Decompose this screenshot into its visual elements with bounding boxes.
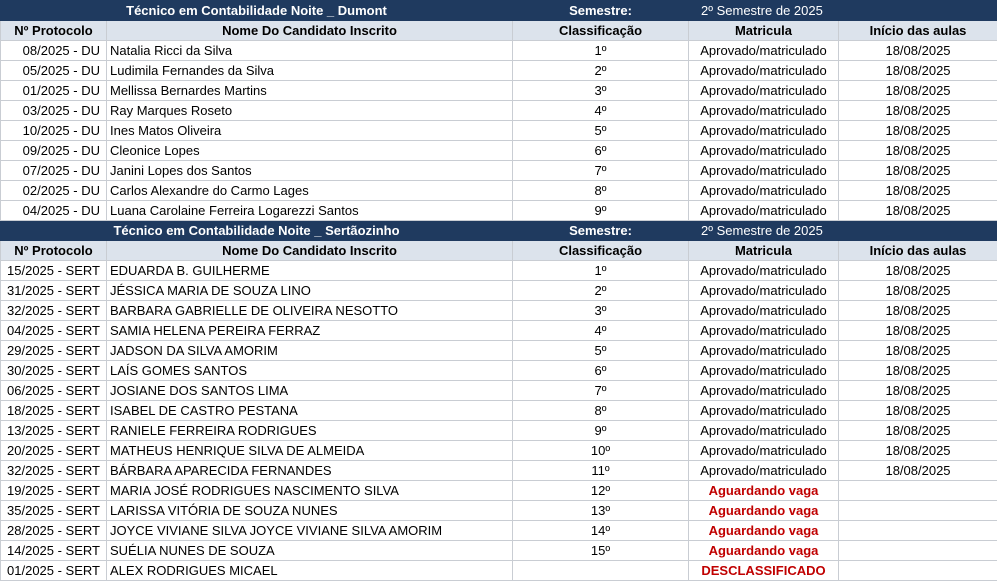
candidate-name-cell: MARIA JOSÉ RODRIGUES NASCIMENTO SILVA [107, 481, 513, 501]
candidate-name-cell: JÉSSICA MARIA DE SOUZA LINO [107, 281, 513, 301]
table-row [1, 441, 997, 461]
classification-cell [513, 561, 689, 581]
classification-cell: 15º [513, 541, 689, 561]
semester-value: 2º Semestre de 2025 [689, 1, 997, 21]
candidate-name-cell: JOYCE VIVIANE SILVA JOYCE VIVIANE SILVA AMORIM [107, 521, 513, 541]
semester-label: Semestre: [513, 1, 689, 21]
class-start-cell: 18/08/2025 [839, 381, 997, 401]
classification-cell: 11º [513, 461, 689, 481]
class-start-cell: 18/08/2025 [839, 421, 997, 441]
classification-cell: 13º [513, 501, 689, 521]
class-start-cell: 18/08/2025 [839, 41, 997, 61]
table-row [1, 121, 997, 141]
protocol-cell: 09/2025 - DU [1, 141, 107, 161]
candidate-name-cell: SAMIA HELENA PEREIRA FERRAZ [107, 321, 513, 341]
table-row [1, 421, 997, 441]
table-row [1, 261, 997, 281]
protocol-cell: 20/2025 - SERT [1, 441, 107, 461]
table-row [1, 321, 997, 341]
sheet-body [1, 1, 997, 581]
candidate-name-cell: Ludimila Fernandes da Silva [107, 61, 513, 81]
table-row [1, 521, 997, 541]
classification-cell: 9º [513, 201, 689, 221]
table-row [1, 401, 997, 421]
class-start-cell: 18/08/2025 [839, 101, 997, 121]
protocol-cell: 28/2025 - SERT [1, 521, 107, 541]
enrollment-status-cell: Aprovado/matriculado [689, 381, 839, 401]
protocol-cell: 14/2025 - SERT [1, 541, 107, 561]
enrollment-status-cell: Aguardando vaga [689, 541, 839, 561]
protocol-cell: 32/2025 - SERT [1, 301, 107, 321]
candidate-name-cell: MATHEUS HENRIQUE SILVA DE ALMEIDA [107, 441, 513, 461]
candidate-name-cell: SUÉLIA NUNES DE SOUZA [107, 541, 513, 561]
table-row [1, 381, 997, 401]
table-row [1, 341, 997, 361]
protocol-cell: 08/2025 - DU [1, 41, 107, 61]
class-start-cell: 18/08/2025 [839, 141, 997, 161]
class-start-cell: 18/08/2025 [839, 201, 997, 221]
table-row [1, 361, 997, 381]
enrollment-status-cell: Aprovado/matriculado [689, 261, 839, 281]
classification-cell: 8º [513, 181, 689, 201]
enrollment-status-cell: Aprovado/matriculado [689, 141, 839, 161]
header-classificacao: Classificação [513, 241, 689, 261]
candidate-name-cell: BARBARA GABRIELLE DE OLIVEIRA NESOTTO [107, 301, 513, 321]
protocol-cell: 32/2025 - SERT [1, 461, 107, 481]
column-header-row [1, 241, 997, 261]
enrollment-status-cell: Aprovado/matriculado [689, 301, 839, 321]
protocol-cell: 15/2025 - SERT [1, 261, 107, 281]
candidate-name-cell: Carlos Alexandre do Carmo Lages [107, 181, 513, 201]
candidate-name-cell: LARISSA VITÓRIA DE SOUZA NUNES [107, 501, 513, 521]
enrollment-status-cell: Aguardando vaga [689, 521, 839, 541]
header-inicio-aulas: Início das aulas [839, 241, 997, 261]
table-row [1, 141, 997, 161]
candidate-name-cell: LAÍS GOMES SANTOS [107, 361, 513, 381]
classification-cell: 2º [513, 61, 689, 81]
candidate-name-cell: BÁRBARA APARECIDA FERNANDES [107, 461, 513, 481]
section-banner [1, 221, 997, 241]
protocol-cell: 29/2025 - SERT [1, 341, 107, 361]
candidate-name-cell: Mellissa Bernardes Martins [107, 81, 513, 101]
enrollment-status-cell: Aprovado/matriculado [689, 341, 839, 361]
protocol-cell: 07/2025 - DU [1, 161, 107, 181]
classification-cell: 8º [513, 401, 689, 421]
table-row [1, 161, 997, 181]
table-row [1, 201, 997, 221]
enrollment-status-cell: Aprovado/matriculado [689, 181, 839, 201]
header-matricula: Matricula [689, 21, 839, 41]
protocol-cell: 30/2025 - SERT [1, 361, 107, 381]
protocol-cell: 35/2025 - SERT [1, 501, 107, 521]
header-protocolo: Nº Protocolo [1, 21, 107, 41]
classification-cell: 7º [513, 381, 689, 401]
candidate-name-cell: EDUARDA B. GUILHERME [107, 261, 513, 281]
enrollment-status-cell: Aprovado/matriculado [689, 161, 839, 181]
protocol-cell: 31/2025 - SERT [1, 281, 107, 301]
classification-cell: 5º [513, 121, 689, 141]
protocol-cell: 02/2025 - DU [1, 181, 107, 201]
enrollment-status-cell: Aprovado/matriculado [689, 281, 839, 301]
header-nome: Nome Do Candidato Inscrito [107, 241, 513, 261]
protocol-cell: 05/2025 - DU [1, 61, 107, 81]
enrollment-status-cell: DESCLASSIFICADO [689, 561, 839, 581]
table-row [1, 181, 997, 201]
column-header-row [1, 21, 997, 41]
header-inicio-aulas: Início das aulas [839, 21, 997, 41]
protocol-cell: 03/2025 - DU [1, 101, 107, 121]
header-matricula: Matricula [689, 241, 839, 261]
table-row [1, 561, 997, 581]
protocol-cell: 04/2025 - DU [1, 201, 107, 221]
protocol-cell: 10/2025 - DU [1, 121, 107, 141]
candidate-name-cell: Luana Carolaine Ferreira Logarezzi Santos [107, 201, 513, 221]
table-row [1, 281, 997, 301]
classification-cell: 9º [513, 421, 689, 441]
classification-cell: 6º [513, 141, 689, 161]
enrollment-status-cell: Aprovado/matriculado [689, 321, 839, 341]
class-start-cell: 18/08/2025 [839, 81, 997, 101]
protocol-cell: 01/2025 - SERT [1, 561, 107, 581]
class-start-cell [839, 541, 997, 561]
enrollment-status-cell: Aprovado/matriculado [689, 461, 839, 481]
protocol-cell: 13/2025 - SERT [1, 421, 107, 441]
candidate-name-cell: ISABEL DE CASTRO PESTANA [107, 401, 513, 421]
class-start-cell: 18/08/2025 [839, 261, 997, 281]
enrollment-status-cell: Aprovado/matriculado [689, 441, 839, 461]
classification-cell: 5º [513, 341, 689, 361]
class-start-cell: 18/08/2025 [839, 61, 997, 81]
semester-label: Semestre: [513, 221, 689, 241]
class-start-cell: 18/08/2025 [839, 301, 997, 321]
class-start-cell: 18/08/2025 [839, 341, 997, 361]
table-row [1, 501, 997, 521]
protocol-cell: 04/2025 - SERT [1, 321, 107, 341]
class-start-cell [839, 501, 997, 521]
enrollment-status-cell: Aguardando vaga [689, 501, 839, 521]
table-row [1, 301, 997, 321]
class-start-cell: 18/08/2025 [839, 321, 997, 341]
classification-cell: 7º [513, 161, 689, 181]
class-start-cell: 18/08/2025 [839, 121, 997, 141]
protocol-cell: 19/2025 - SERT [1, 481, 107, 501]
table-row [1, 541, 997, 561]
candidate-name-cell: ALEX RODRIGUES MICAEL [107, 561, 513, 581]
class-start-cell [839, 481, 997, 501]
classification-cell: 2º [513, 281, 689, 301]
class-start-cell: 18/08/2025 [839, 361, 997, 381]
protocol-cell: 18/2025 - SERT [1, 401, 107, 421]
candidate-name-cell: Ray Marques Roseto [107, 101, 513, 121]
header-nome: Nome Do Candidato Inscrito [107, 21, 513, 41]
classification-cell: 6º [513, 361, 689, 381]
classification-cell: 3º [513, 81, 689, 101]
enrollment-status-cell: Aprovado/matriculado [689, 81, 839, 101]
table-row [1, 101, 997, 121]
protocol-cell: 01/2025 - DU [1, 81, 107, 101]
enrollment-status-cell: Aprovado/matriculado [689, 121, 839, 141]
table-row [1, 41, 997, 61]
candidate-name-cell: JADSON DA SILVA AMORIM [107, 341, 513, 361]
classification-cell: 3º [513, 301, 689, 321]
table-row [1, 61, 997, 81]
classification-cell: 14º [513, 521, 689, 541]
class-start-cell: 18/08/2025 [839, 441, 997, 461]
classification-cell: 1º [513, 261, 689, 281]
course-title: Técnico em Contabilidade Noite _ Sertãozinho [1, 221, 513, 241]
protocol-cell: 06/2025 - SERT [1, 381, 107, 401]
class-start-cell: 18/08/2025 [839, 401, 997, 421]
enrollment-status-cell: Aprovado/matriculado [689, 61, 839, 81]
classification-cell: 4º [513, 321, 689, 341]
enrollment-status-cell: Aprovado/matriculado [689, 101, 839, 121]
candidate-name-cell: Ines Matos Oliveira [107, 121, 513, 141]
classification-cell: 10º [513, 441, 689, 461]
enrollment-status-cell: Aprovado/matriculado [689, 421, 839, 441]
enrollment-status-cell: Aprovado/matriculado [689, 361, 839, 381]
classification-cell: 12º [513, 481, 689, 501]
table-row [1, 481, 997, 501]
course-title: Técnico em Contabilidade Noite _ Dumont [1, 1, 513, 21]
candidate-name-cell: JOSIANE DOS SANTOS LIMA [107, 381, 513, 401]
candidate-name-cell: Cleonice Lopes [107, 141, 513, 161]
class-start-cell: 18/08/2025 [839, 281, 997, 301]
classification-cell: 1º [513, 41, 689, 61]
candidate-name-cell: Janini Lopes dos Santos [107, 161, 513, 181]
candidate-name-cell: Natalia Ricci da Silva [107, 41, 513, 61]
enrollment-status-cell: Aprovado/matriculado [689, 401, 839, 421]
enrollment-status-cell: Aguardando vaga [689, 481, 839, 501]
class-start-cell: 18/08/2025 [839, 181, 997, 201]
class-start-cell [839, 561, 997, 581]
table-row [1, 81, 997, 101]
header-protocolo: Nº Protocolo [1, 241, 107, 261]
section-banner [1, 1, 997, 21]
enrollment-status-cell: Aprovado/matriculado [689, 201, 839, 221]
class-start-cell: 18/08/2025 [839, 161, 997, 181]
classification-cell: 4º [513, 101, 689, 121]
candidate-name-cell: RANIELE FERREIRA RODRIGUES [107, 421, 513, 441]
header-classificacao: Classificação [513, 21, 689, 41]
class-start-cell [839, 521, 997, 541]
table-row [1, 461, 997, 481]
enrollment-status-cell: Aprovado/matriculado [689, 41, 839, 61]
semester-value: 2º Semestre de 2025 [689, 221, 997, 241]
class-start-cell: 18/08/2025 [839, 461, 997, 481]
